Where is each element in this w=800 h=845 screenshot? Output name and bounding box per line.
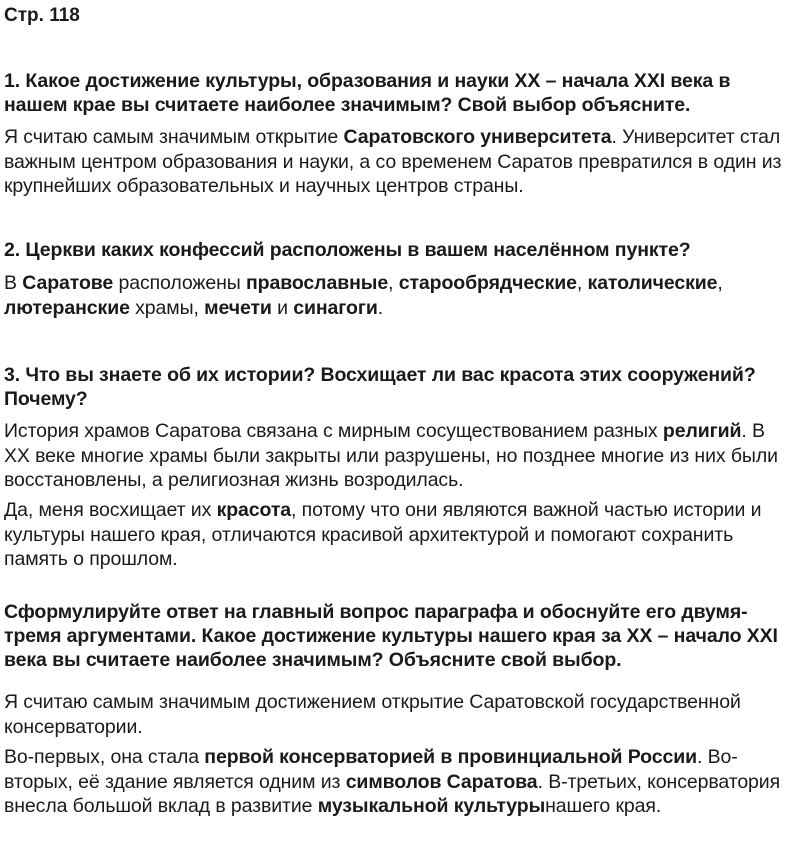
question-1: 1. Какое достижение культуры, образования и науки XX – начала XXI века в нашем крае вы считаете наиболее значимым? Свой выбор объясните. [4,70,731,116]
main-question: Сформулируйте ответ на главный вопрос параграфа и обоснуйте его двумя-тремя аргументами. Какое достижение культуры нашего края за XX – начало XXI века вы считаете наиболее значимым? Объясните свой выбор. [4,601,778,671]
answer-1: Я считаю самым значимым открытие Саратовского университета. Университет стал важным центром образования и науки, а со временем Саратов превратился в один из крупнейших образовательных и научных центров страны. [4,126,782,197]
answer-3-paragraph-1: История храмов Саратова связана с мирным сосуществованием разных религий. В XX веке многие храмы были закрыты или разрушены, но позднее многие из них были восстановлены, а религиозная жизнь возродилась. [4,420,778,491]
answer-2-bold-catholic: католические [587,272,718,294]
answer-2-bold-city: Саратове [22,272,114,294]
answer-2-bold-mosques: мечети [204,296,272,319]
answer-3-paragraph-2: Да, меня восхищает их красота, потому что они являются важной частью истории и культуры нашего края, отличаются красивой архитектурой и помогают сохранить память о прошлом. [4,499,762,570]
answer-3-bold-beauty: красота [216,499,292,521]
answer-2-bold-orthodox: православные [246,272,389,294]
main-answer-bold-music-culture: музыкальной культуры [317,795,546,817]
page-number-label: Стр. 118 [4,5,80,26]
question-3: 3. Что вы знаете об их истории? Восхищает ли вас красота этих сооружений? Почему? [4,364,756,410]
main-answer-bold-first-conservatory: первой консерваторией в провинциальной России [204,746,697,768]
answer-2: В Саратове расположены православные, старообрядческие, католические, лютеранские храмы, мечети и синагоги. [4,272,723,319]
answer-2-bold-lutheran: лютеранские [4,296,130,319]
main-answer-bold-symbols: символов Саратова [345,770,538,793]
main-answer-paragraph-1: Я считаю самым значимым достижением открытие Саратовской государственной консерватории. [4,691,741,738]
answer-3-bold-religions: религий [662,420,742,442]
answer-2-bold-old-believers: старообрядческие [398,272,577,294]
answer-1-bold-university: Саратовского университета [343,126,612,148]
answer-2-bold-synagogues: синагоги [293,296,378,319]
question-2: 2. Церкви каких конфессий расположены в вашем населённом пункте? [4,239,691,261]
main-answer-paragraph-2: Во-первых, она стала первой консерваторией в провинциальной России. Во-вторых, её здание является одним из символов Саратова. В-третьих, консерватория внесла большой вклад в развитие музыкальной культурынашего края. [4,746,781,817]
